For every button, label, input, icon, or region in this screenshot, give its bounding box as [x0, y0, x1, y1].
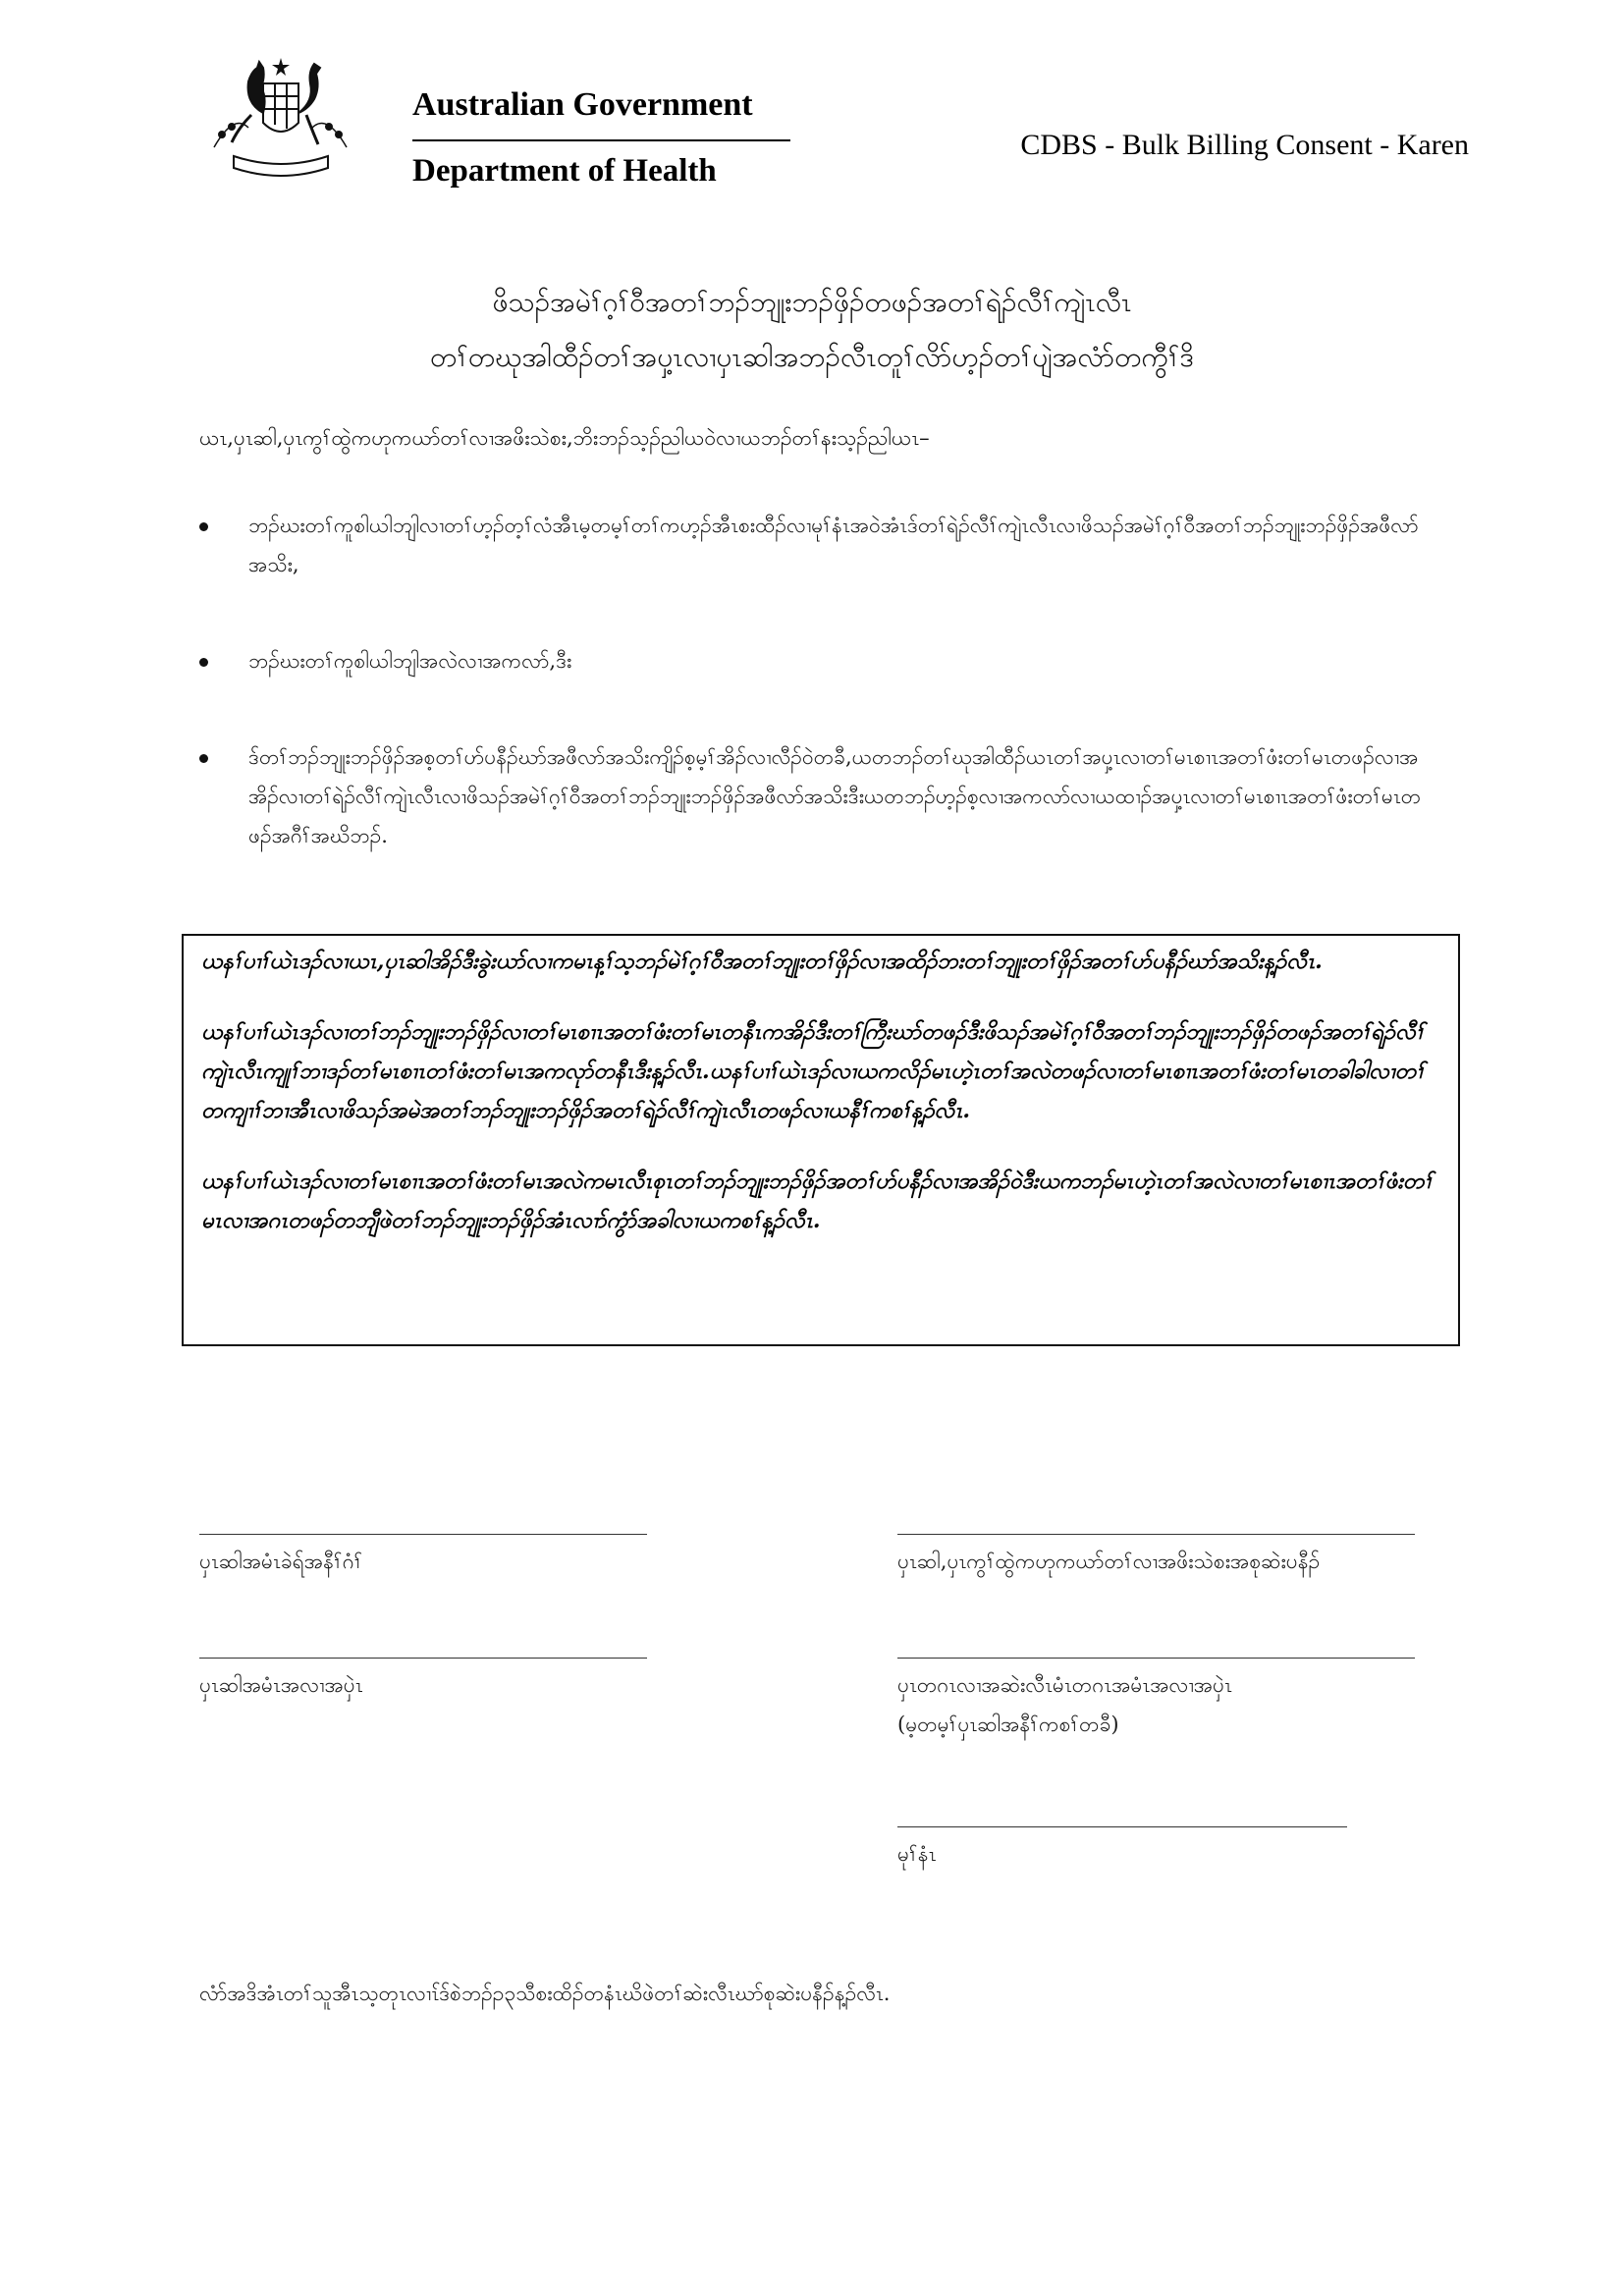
declaration-paragraph: ယနၢ်ပၢၢ်ယဲၤဒၣ်လၢယၤ,ပှၤဆါအိၣ်ဒီးခွဲးယာ်လၢကမၤန့ၢ်သ့ဘၣ်မဲၢ်ဂ့ၢ်ဝီအတၢ်ဘျုးတၢ်ဖှိၣ်လၢအထိၣ်ဘးတၢ်ဘျုးတၢ်ဖှိၣ်အတၢ်ဟ်ပနီၣ်ဃာ်အသိးန့ၣ်လီၤ.: [201, 949, 1323, 974]
date-field[interactable]: [897, 1826, 1347, 1827]
guardian-signature-field[interactable]: [897, 1534, 1415, 1535]
declaration-paragraph: ယနၢ်ပၢၢ်ယဲၤဒၣ်လၢတၢ်ဘၣ်ဘျုးဘၣ်ဖှိၣ်လၢတၢ်မၤစၢၤအတၢ်ဖံးတၢ်မၤတနီၤကအိၣ်ဒီးတၢ်ကြီးဃာ်တဖၣ်ဒီးဖိသၣ်အမဲၢ်ဂ့ၢ်ဝီအတၢ်ဘၣ်ဘျုးဘၣ်ဖှိၣ်တဖၣ်အတၢ်ရဲၣ်လီၢ်ကျဲၤလီၤကျုၢ်ဘၢဒၣ်တၢ်မၤစၢၤတၢ်ဖံးတၢ်မၤအကလုာ်တနီၤဒီးန့ၣ်လီၤ.ယနၢ်ပၢၢ်ယဲၤဒၣ်လၢယကလိၣ်မၤဟဲ့ၤတၢ်အလဲတဖၣ်လၢတၢ်မၤစၢၤအတၢ်ဖံးတၢ်မၤတခါခါလၢတၢ်တကျၢၢ်ဘၢအီၤလၢဖိသၣ်အမဲအတၢ်ဘၣ်ဘျုးဘၣ်ဖှိၣ်အတၢ်ရဲၣ်လီၢ်ကျဲၤလီၤတဖၣ်လၢယနီၢ်ကစၢ်န့ၣ်လီၤ.: [201, 1019, 1426, 1123]
patient-full-name-label: ပှၤဆါအမံၤအလၢအပှဲၤ: [199, 1673, 363, 1697]
date-label: မုၢ်နံၤ: [897, 1842, 937, 1866]
government-name: Australian Government: [412, 86, 753, 123]
form-title-line-1: ဖိသၣ်အမဲၢ်ဂ့ၢ်ဝီအတၢ်ဘၣ်ဘျုးဘၣ်ဖှိၣ်တဖၣ်အတၢ်ရဲၣ်လီၢ်ကျဲၤလီၤ: [492, 286, 1132, 318]
form-title-line-2: တၢ်တဃုအါထီၣ်တၢ်အပှ့ၤလၢပှၤဆါအဘၣ်လီၤတူၢ်လိာ်ဟ့ၣ်တၢ်ပျဲအလံာ်တကွီၢ်ဒိ: [430, 341, 1194, 373]
bullet-item: ဘၣ်ဃးတၢ်ကူစါယါဘျါအလဲလၢအကလာ်,ဒီး: [199, 641, 1436, 680]
validity-note: လံာ်အဒိအံၤတၢ်သူအီၤသ့တုၤလၢၤ်ဒ်စဲဘၣ်ၣ၃သီစးထိၣ်တနံၤဃိဖဲတၢ်ဆဲးလီၤဃာ်စုဆဲးပနီၣ်န့ၣ်လီၤ.: [199, 1982, 891, 2005]
signer-full-name-field[interactable]: [897, 1658, 1415, 1659]
coat-of-arms-icon: [194, 54, 366, 187]
intro-statement: ယၤ,ပှၤဆါ,ပှၤကွၢ်ထွဲကဟုကယာ်တၢ်လၢအဖိးသဲစး,ဘိးဘၣ်သ့ၣ်ညါယဝဲလၢယဘၣ်တၢ်နးသ့ၣ်ညါယၤ–: [199, 426, 930, 450]
patient-name-field[interactable]: [199, 1534, 647, 1535]
header-divider: [412, 139, 790, 141]
patient-name-label: ပှၤဆါအမံၤခဲရ်အနီၢ်ဂံၢ်: [199, 1550, 363, 1573]
bullet-item: ဘၣ်ဃးတၢ်ကူစါယါဘျါလၢတၢ်ဟ့ၣ်တ့ၢ်လံအီၤမ့တမ့ၢ်တၢ်ကဟ့ၣ်အီၤစးထီၣ်လၢမုၢ်နံၤအဝဲအံၤဒ်တၢ်ရဲၣ်လီၢ်ကျဲၤလီၤလၢဖိသၣ်အမဲၢ်ဂ့ၢ်ဝီအတၢ်ဘၣ်ဘျုးဘၣ်ဖှိၣ်အဖီလာ်အသိး,: [199, 506, 1436, 584]
bullet-item: ဒ်တၢ်ဘၣ်ဘျုးဘၣ်ဖှိၣ်အစ့တၢ်ဟ်ပနီၣ်ဃာ်အဖီလာ်အသိးကျိၣ်စ့မ့ၢ်အိၣ်လၢလီၣ်ဝဲတခီ,ယတဘၣ်တၢ်ဃုအါထီၣ်ယၤတၢ်အပှ့ၤလၢတၢ်မၤစၢၤအတၢ်ဖံးတၢ်မၤတဖၣ်လၢအအိၣ်လၢတၢ်ရဲၣ်လီၢ်ကျဲၤလီၤလၢဖိသၣ်အမဲၢ်ဂ့ၢ်ဝီအတၢ်ဘၣ်ဘျုးဘၣ်ဖှိၣ်အဖီလာ်အသိးဒီးယတဘၣ်ဟ့ၣ်စ့လၢအကလာ်လၢယထၢၣ်အပှ့ၤလၢတၢ်မၤစၢၤအတၢ်ဖံးတၢ်မၤတဖၣ်အဂီၢ်အဃိဘၣ်.: [199, 737, 1436, 855]
declaration-box: [182, 934, 1460, 1346]
department-name: Department of Health: [412, 153, 717, 189]
declaration-paragraph: ယနၢ်ပၢၢ်ယဲၤဒၣ်လၢတၢ်မၤစၢၤအတၢ်ဖံးတၢ်မၤအလဲကမၤလီၤစုၤတၢ်ဘၣ်ဘျုးဘၣ်ဖှိၣ်အတၢ်ဟ်ပနီၣ်လၢအအိၣ်ဝဲဒီးယကဘၣ်မၤဟဲ့ၤတၢ်အလဲလၢတၢ်မၤစၢၤအတၢ်ဖံးတၢ်မၤလၢအဂၤတဖၣ်တဘျီဖဲတၢ်ဘၣ်ဘျုးဘၣ်ဖှိၣ်အံၤလၢာ်ကွံာ်အခါလၢယကစၢ်န့ၣ်လီၤ.: [201, 1169, 1434, 1233]
document-code: CDBS - Bulk Billing Consent - Karen: [1020, 129, 1469, 161]
guardian-signature-label: ပှၤဆါ,ပှၤကွၢ်ထွဲကဟုကယာ်တၢ်လၢအဖိးသဲစးအစုဆဲးပနီၣ်: [897, 1550, 1321, 1573]
signer-full-name-label: ပှၤတဂၤလၢအဆဲးလီၤမံၤတဂၤအမံၤအလၢအပှဲၤ: [897, 1673, 1232, 1697]
signer-note: (မ့တမ့ၢ်ပှၤဆါအနီၢ်ကစၢ်တခီ): [897, 1713, 1119, 1736]
consent-bullet-list: [199, 506, 1436, 855]
patient-full-name-field[interactable]: [199, 1658, 647, 1659]
